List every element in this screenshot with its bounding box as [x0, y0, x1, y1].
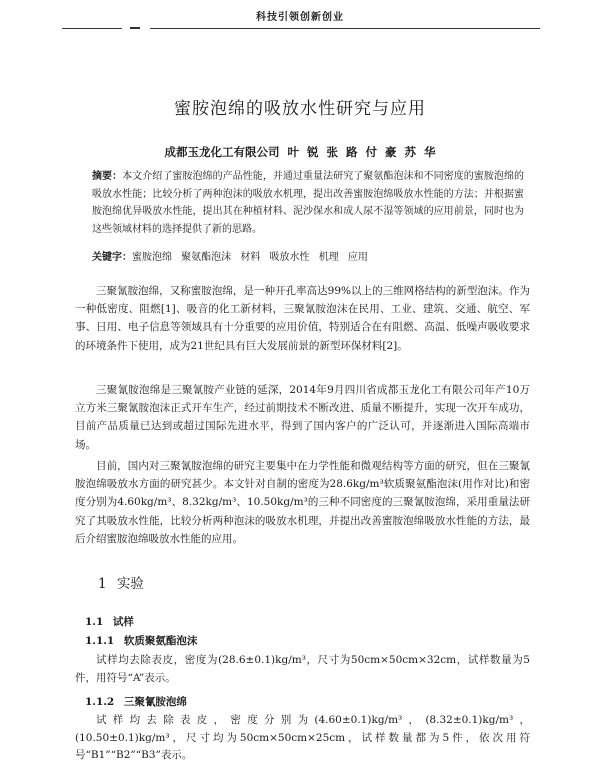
- paper-title: 蜜胺泡绵的吸放水性研究与应用: [174, 99, 426, 119]
- section-heading-1: 1 实验: [98, 576, 144, 592]
- header-rule-right: [150, 28, 540, 29]
- paper-authors: 成都玉龙化工有限公司 叶 锐 张 路 付 豪 苏 华: [164, 145, 436, 159]
- header-rule-dot: [130, 27, 140, 29]
- body-paragraph-1: 三聚氰胺泡绵，又称蜜胺泡绵，是一种开孔率高达99%以上的三维网格结构的新型泡沫。作为一种低密度、阻燃[1]、吸音的化工新材料，三聚氰胺泡沫在民用、工业、建筑、交通、航空、军事、日用、电子信息等领域具有十分重要的应用价值，特别适合在有阻燃、高温、低噪声吸收要求的环境条件下使用，成为21世纪具有巨大发展前景的新型环保材料[2]。: [75, 285, 530, 352]
- keywords-label: 关键字：: [92, 252, 132, 263]
- running-head: 科技引领创新创业: [256, 12, 344, 23]
- abstract-text: 本文介绍了蜜胺泡绵的产品性能，并通过重量法研究了聚氨酯泡沫和不同密度的蜜胺泡绵的吸放水性能；比较分析了两种泡沫的吸放水机理，提出改善蜜胺泡绵吸放水性能的方法；并根据蜜胺泡绵优异吸放水性能，提出其在种植材料、泥沙保水和成人尿不湿等领域的应用前景，同时也为这些领域材料的选择提供了新的思路。: [92, 171, 525, 235]
- header-rule-left: [62, 28, 122, 29]
- keywords-text: 蜜胺泡绵 聚氨酯泡沫 材料 吸放水性 机理 应用: [132, 252, 368, 263]
- keywords: [92, 250, 524, 266]
- subsection-heading-1-1-2: 1.1.2 三聚氰胺泡绵: [85, 696, 187, 708]
- paragraph-1-1-1: 试样均去除表皮，密度为(28.6±0.1)kg/m³，尺寸为50cm×50cm×32cm，试样数量为5件，用符号“A”表示。: [75, 654, 530, 684]
- subsection-heading-1-1-1: 1.1.1 软质聚氨酯泡沫: [85, 635, 198, 647]
- body-paragraph-3: 目前，国内对三聚氰胺泡绵的研究主要集中在力学性能和微观结构等方面的研究，但在三聚氰胺泡绵吸放水方面的研究甚少。本文针对自制的密度为28.6kg/m³软质聚氨酯泡沫(用作对比)和密度分别为4.60kg/m³、8.32kg/m³、10.50kg/m³的三种不同密度的三聚氰胺泡绵，采用重量法研究了其吸放水性能，比较分析两种泡沫的吸放水机理，并提出改善蜜胺泡绵吸放水性能的方法，最后介绍蜜胺泡绵吸放水性能的应用。: [75, 460, 530, 545]
- abstract-label: 摘要：: [92, 171, 123, 182]
- subsection-heading-1-1: 1.1 试样: [85, 616, 134, 628]
- abstract: [92, 168, 524, 238]
- body-paragraph-2: 三聚氰胺泡绵是三聚氰胺产业链的延深，2014年9月四川省成都玉龙化工有限公司年产10万立方米三聚氰胺泡沫正式开车生产，经过前期技术不断改进、质量不断提升，实现一次开车成功，目前产品质量已达到或超过国际先进水平，得到了国内客户的广泛认可，并逐渐进入国际高端市场。: [75, 384, 530, 451]
- paragraph-1-1-2: 试样均去除表皮，密度分别为(4.60±0.1)kg/m³，(8.32±0.1)kg/m³，(10.50±0.1)kg/m³，尺寸均为50cm×50cm×25cm，试样数量都为5件，依次用符号“B1”“B2”“B3”表示。: [75, 714, 530, 761]
